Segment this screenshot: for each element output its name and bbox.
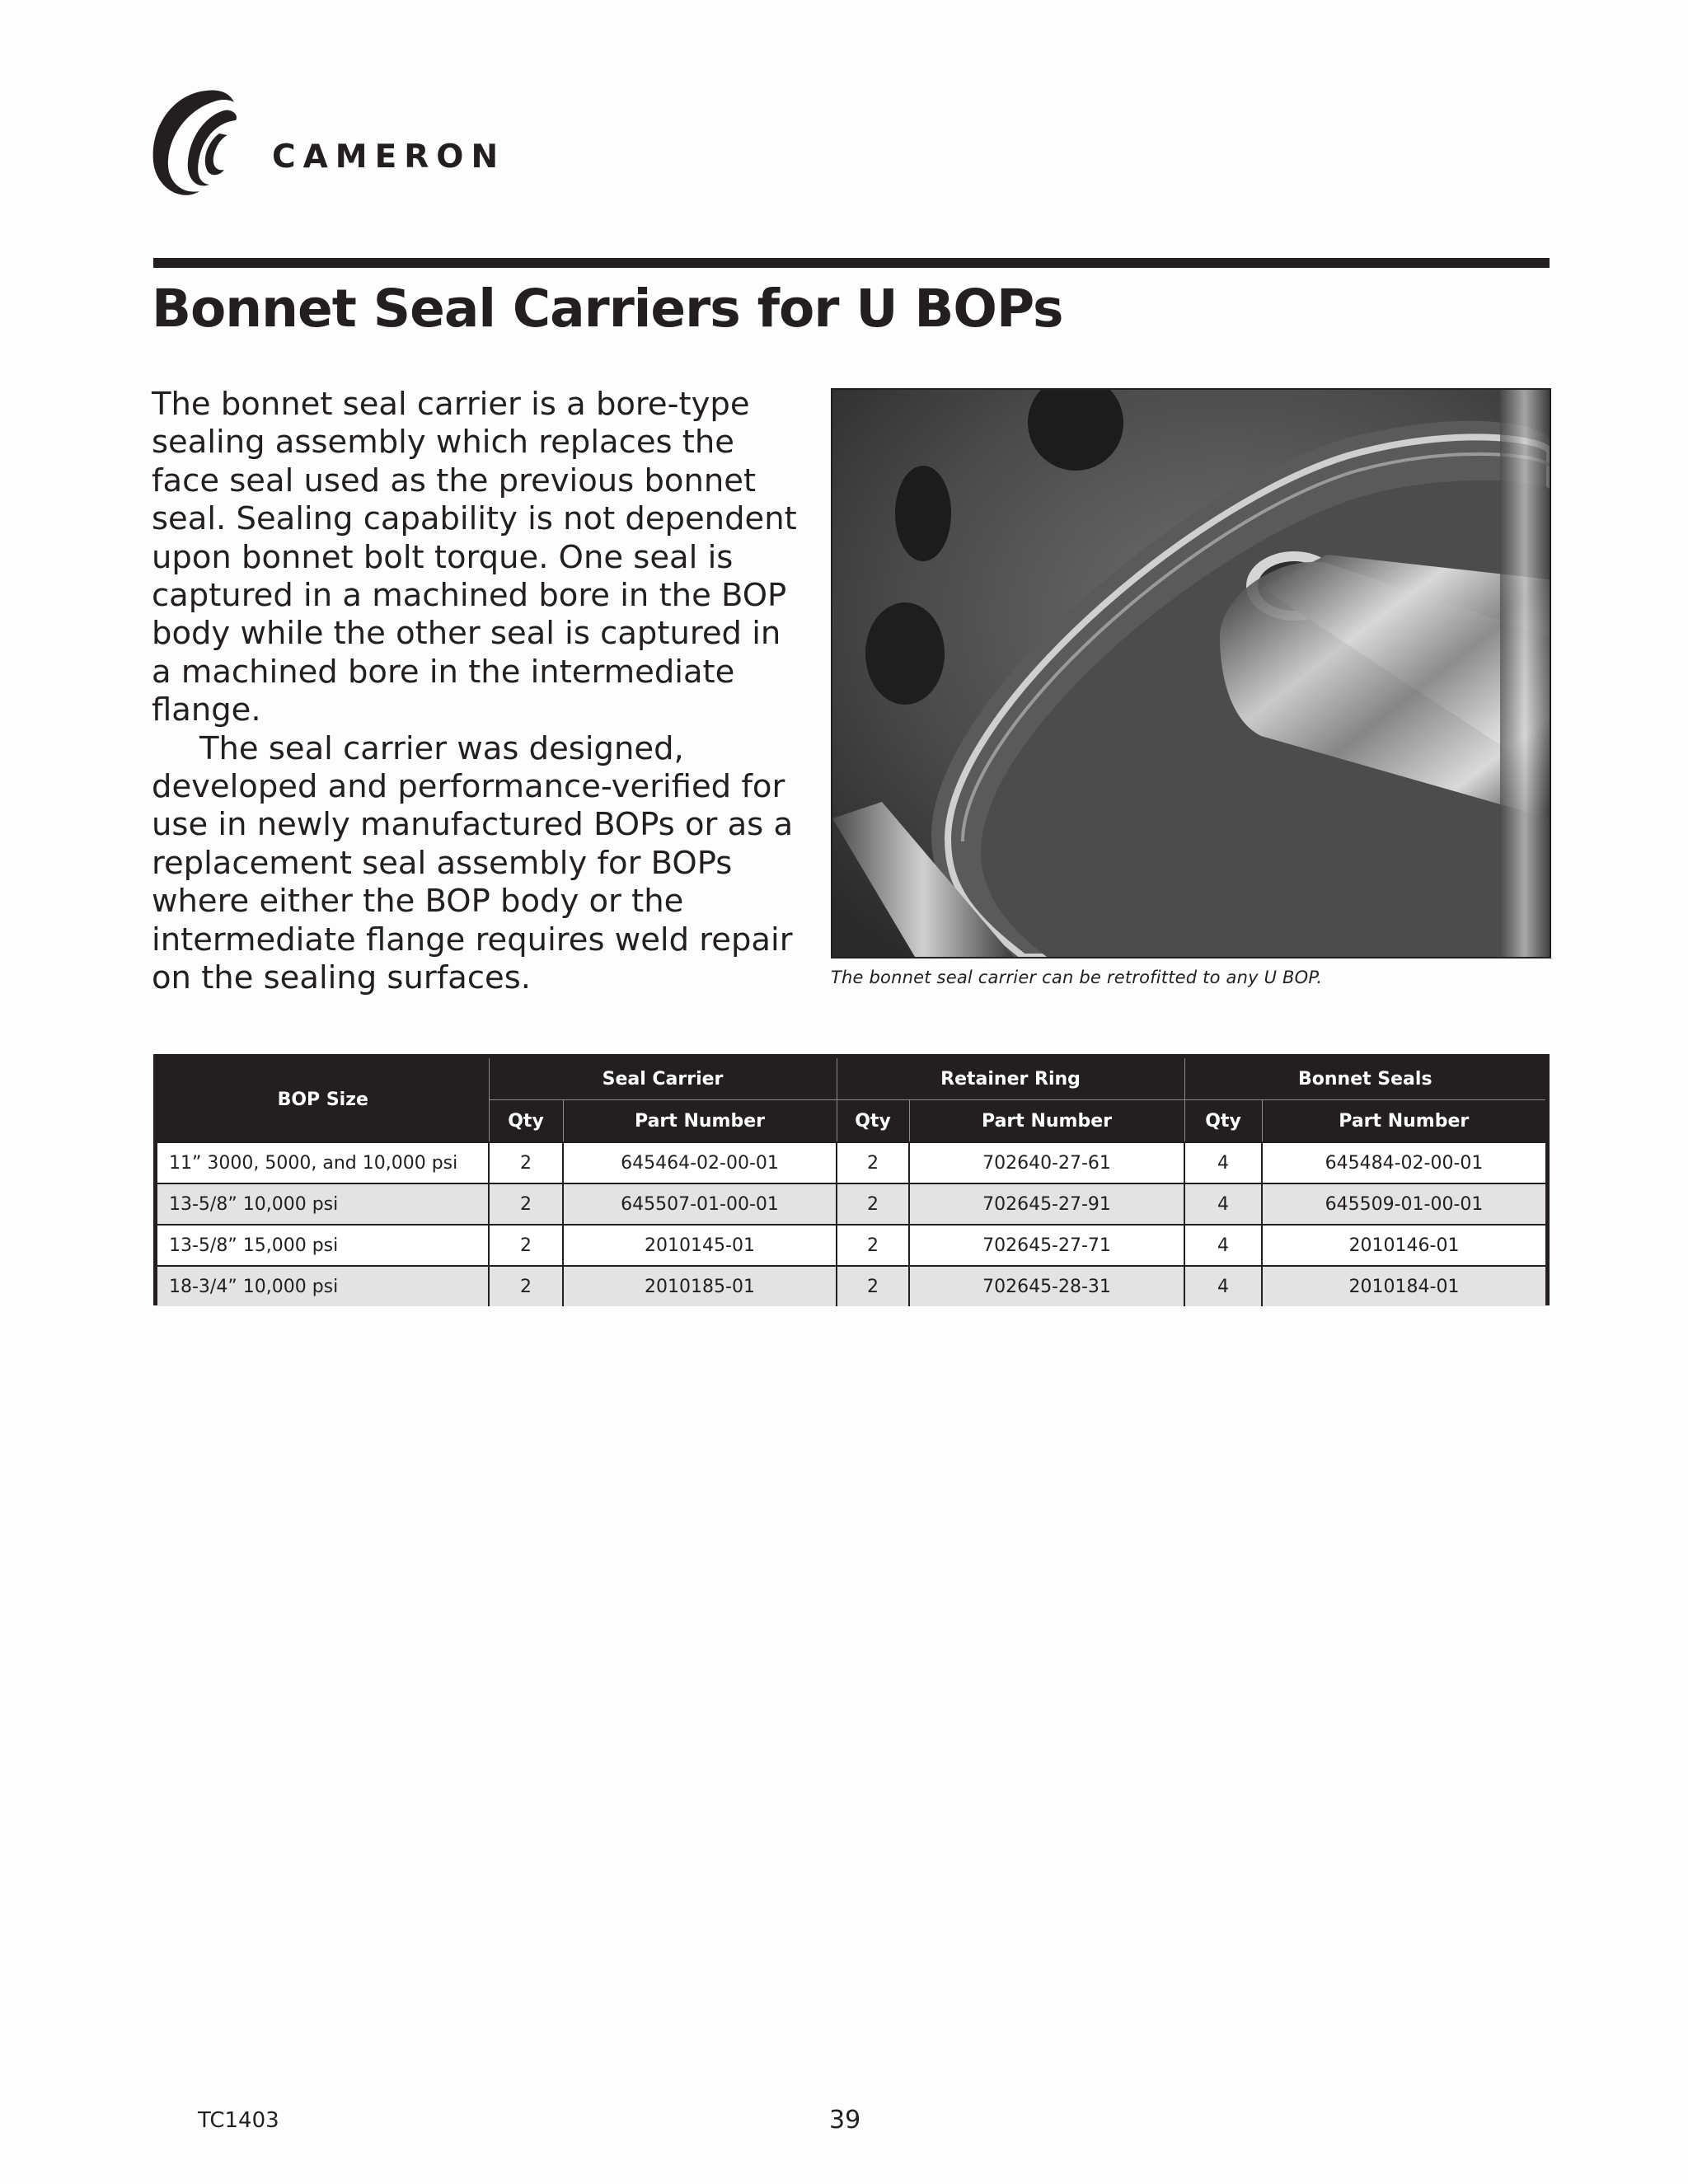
header-part-number: Part Number <box>909 1100 1184 1143</box>
header-part-number: Part Number <box>563 1100 837 1143</box>
cell-part-number: 702640-27-61 <box>909 1142 1184 1183</box>
page-number: 39 <box>829 2106 861 2135</box>
cell-qty: 2 <box>489 1266 563 1306</box>
bonnet-seal-illustration <box>832 390 1550 957</box>
table-row <box>157 1266 1545 1306</box>
table-row <box>157 1183 1545 1225</box>
cell-qty: 2 <box>837 1183 909 1225</box>
cell-qty: 2 <box>489 1225 563 1266</box>
cell-part-number: 2010185-01 <box>563 1266 837 1306</box>
header-qty: Qty <box>1184 1100 1262 1143</box>
cell-qty: 2 <box>837 1225 909 1266</box>
cell-qty: 4 <box>1184 1183 1262 1225</box>
cell-part-number: 2010146-01 <box>1262 1225 1545 1266</box>
header-bop-size: BOP Size <box>277 1090 368 1110</box>
header-retainer-ring: Retainer Ring <box>837 1058 1184 1100</box>
table-row <box>157 1225 1545 1266</box>
cell-part-number: 2010184-01 <box>1262 1266 1545 1306</box>
header-qty: Qty <box>837 1100 909 1143</box>
brand-name: CAMERON <box>272 138 506 176</box>
body-paragraph-2: The seal carrier was designed, developed and performance-verified for use in newly manufactured BOPs or as a replacement seal assembly for BOPs where either the BOP body or the intermediate flange requires weld repair on the sealing surfaces. <box>152 729 794 997</box>
header-part-number: Part Number <box>1262 1100 1545 1143</box>
cell-bop-size: 13-5/8” 10,000 psi <box>157 1183 489 1225</box>
header-seal-carrier: Seal Carrier <box>489 1058 837 1100</box>
header-qty: Qty <box>489 1100 563 1143</box>
cell-part-number: 645509-01-00-01 <box>1262 1183 1545 1225</box>
cell-part-number: 702645-27-71 <box>909 1225 1184 1266</box>
cameron-logo <box>148 86 511 209</box>
cell-part-number: 2010145-01 <box>563 1225 837 1266</box>
cell-part-number: 645464-02-00-01 <box>563 1142 837 1183</box>
cell-bop-size: 11” 3000, 5000, and 10,000 psi <box>157 1142 489 1183</box>
cell-qty: 2 <box>837 1266 909 1306</box>
cell-part-number: 645484-02-00-01 <box>1262 1142 1545 1183</box>
cell-part-number: 645507-01-00-01 <box>563 1183 837 1225</box>
header-bonnet-seals: Bonnet Seals <box>1184 1058 1545 1100</box>
header-rule <box>153 258 1550 268</box>
page-title: Bonnet Seal Carriers for U BOPs <box>152 279 1063 339</box>
figure-caption: The bonnet seal carrier can be retrofitted to any U BOP. <box>831 968 1323 987</box>
bonnet-seal-photo <box>831 388 1551 958</box>
body-text <box>152 386 803 998</box>
parts-table <box>153 1054 1550 1305</box>
cell-qty: 4 <box>1184 1142 1262 1183</box>
cell-qty: 4 <box>1184 1225 1262 1266</box>
cell-part-number: 702645-27-91 <box>909 1183 1184 1225</box>
cell-qty: 2 <box>489 1142 563 1183</box>
cell-bop-size: 18-3/4” 10,000 psi <box>157 1266 489 1306</box>
cell-part-number: 702645-28-31 <box>909 1266 1184 1306</box>
cell-bop-size: 13-5/8” 15,000 psi <box>157 1225 489 1266</box>
table-row <box>157 1142 1545 1183</box>
cell-qty: 2 <box>837 1142 909 1183</box>
cell-qty: 4 <box>1184 1266 1262 1306</box>
body-paragraph-1: The bonnet seal carrier is a bore-type sealing assembly which replaces the face seal used as the previous bonnet seal. Sealing capability is not dependent upon bonnet bolt torque. One seal is captured in a machined bore in the BOP body while the other seal is captured in a machined bore in the intermediate flange. <box>152 386 797 729</box>
cell-qty: 2 <box>489 1183 563 1225</box>
document-code: TC1403 <box>198 2108 279 2133</box>
cameron-swoosh-icon <box>148 86 247 209</box>
